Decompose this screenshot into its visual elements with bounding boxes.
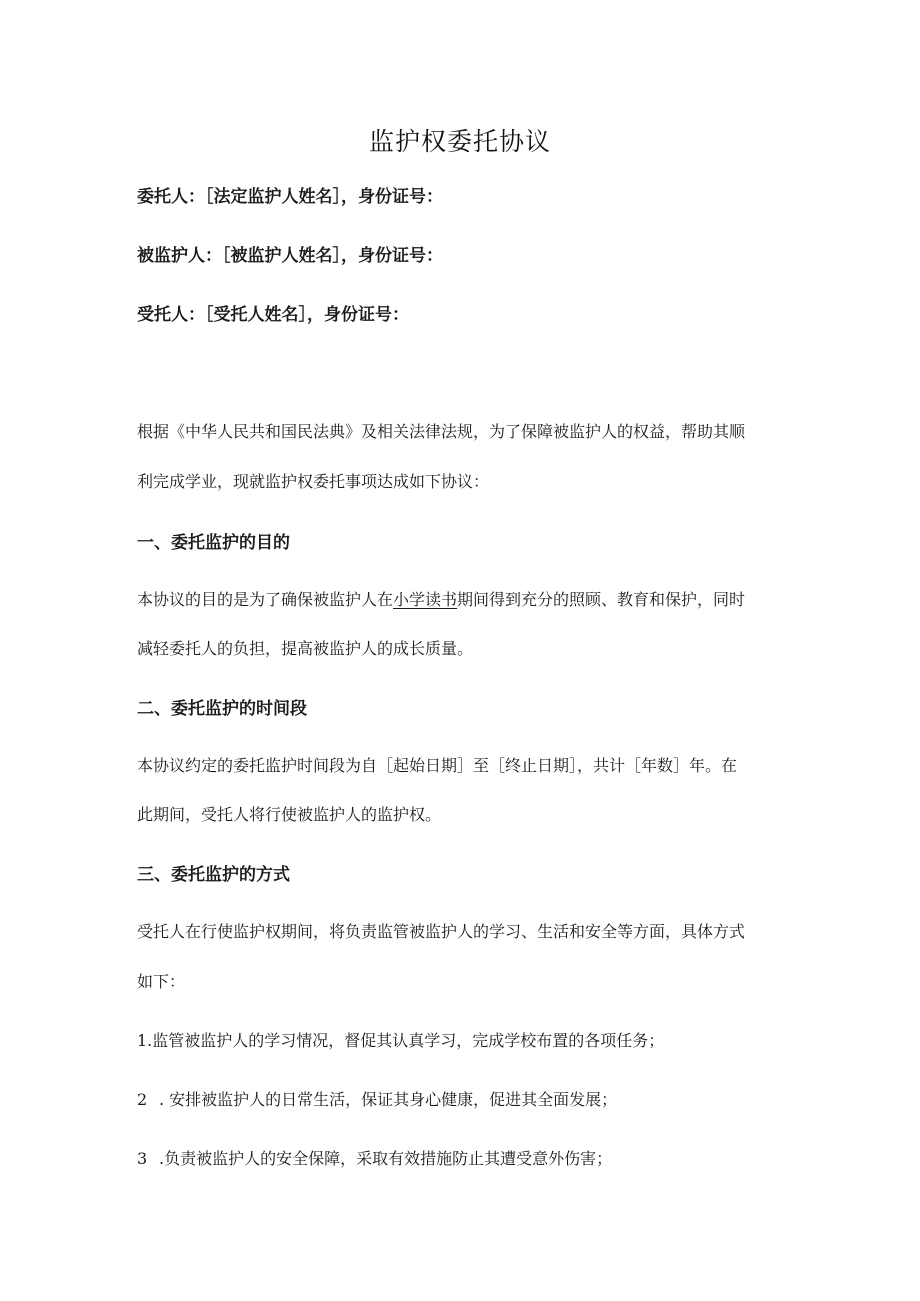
section-1-line-1 (137, 587, 745, 610)
list-item-number: 3 (137, 1149, 148, 1168)
list-item (137, 1087, 617, 1110)
section-3-heading: 三、委托监护的方式 (137, 865, 290, 885)
document-title: 监护权委托协议 (368, 127, 551, 156)
ward-line: 被监护人：［被监护人姓名］，身份证号： (137, 246, 443, 266)
section-2-line-2: 此期间，受托人将行使被监护人的监护权。 (137, 805, 442, 824)
section-1-heading: 一、委托监护的目的 (137, 533, 290, 553)
list-item-text: . 安排被监护人的日常生活，保证其身心健康，促进其全面发展； (159, 1090, 618, 1109)
agent-line: 受托人：［受托人姓名］，身份证号： (137, 305, 409, 325)
principal-line: 委托人：［法定监护人姓名］，身份证号： (137, 187, 443, 207)
section-1-underlined-term: 小学读书 (393, 590, 458, 609)
section-1-text-before: 本协议的目的是为了确保被监护人在 (137, 590, 394, 609)
section-1-line-2: 减轻委托人的负担，提高被监护人的成长质量。 (137, 639, 474, 658)
list-item-number: 1. (137, 1031, 153, 1050)
list-item-number: 2 (137, 1090, 148, 1109)
list-item (137, 1146, 612, 1169)
list-item (137, 1028, 664, 1051)
list-item-text: 监管被监护人的学习情况，督促其认真学习，完成学校布置的各项任务； (152, 1031, 665, 1050)
preamble-line-1: 根据《中华人民共和国民法典》及相关法律法规，为了保障被监护人的权益，帮助其顺 (137, 422, 746, 441)
preamble-line-2: 利完成学业，现就监护权委托事项达成如下协议： (137, 472, 490, 491)
section-2-heading: 二、委托监护的时间段 (137, 699, 307, 719)
section-2-line-1: 本协议约定的委托监护时间段为自［起始日期］至［终止日期］，共计［年数］年。在 (137, 756, 738, 775)
section-3-line-2: 如下： (137, 972, 186, 991)
section-3-line-1: 受托人在行使监护权期间，将负责监管被监护人的学习、生活和安全等方面，具体方式 (137, 922, 746, 941)
list-item-text: .负责被监护人的安全保障，采取有效措施防止其遭受意外伤害； (159, 1149, 613, 1168)
section-1-text-after: 期间得到充分的照顾、教育和保护，同时 (457, 590, 746, 609)
